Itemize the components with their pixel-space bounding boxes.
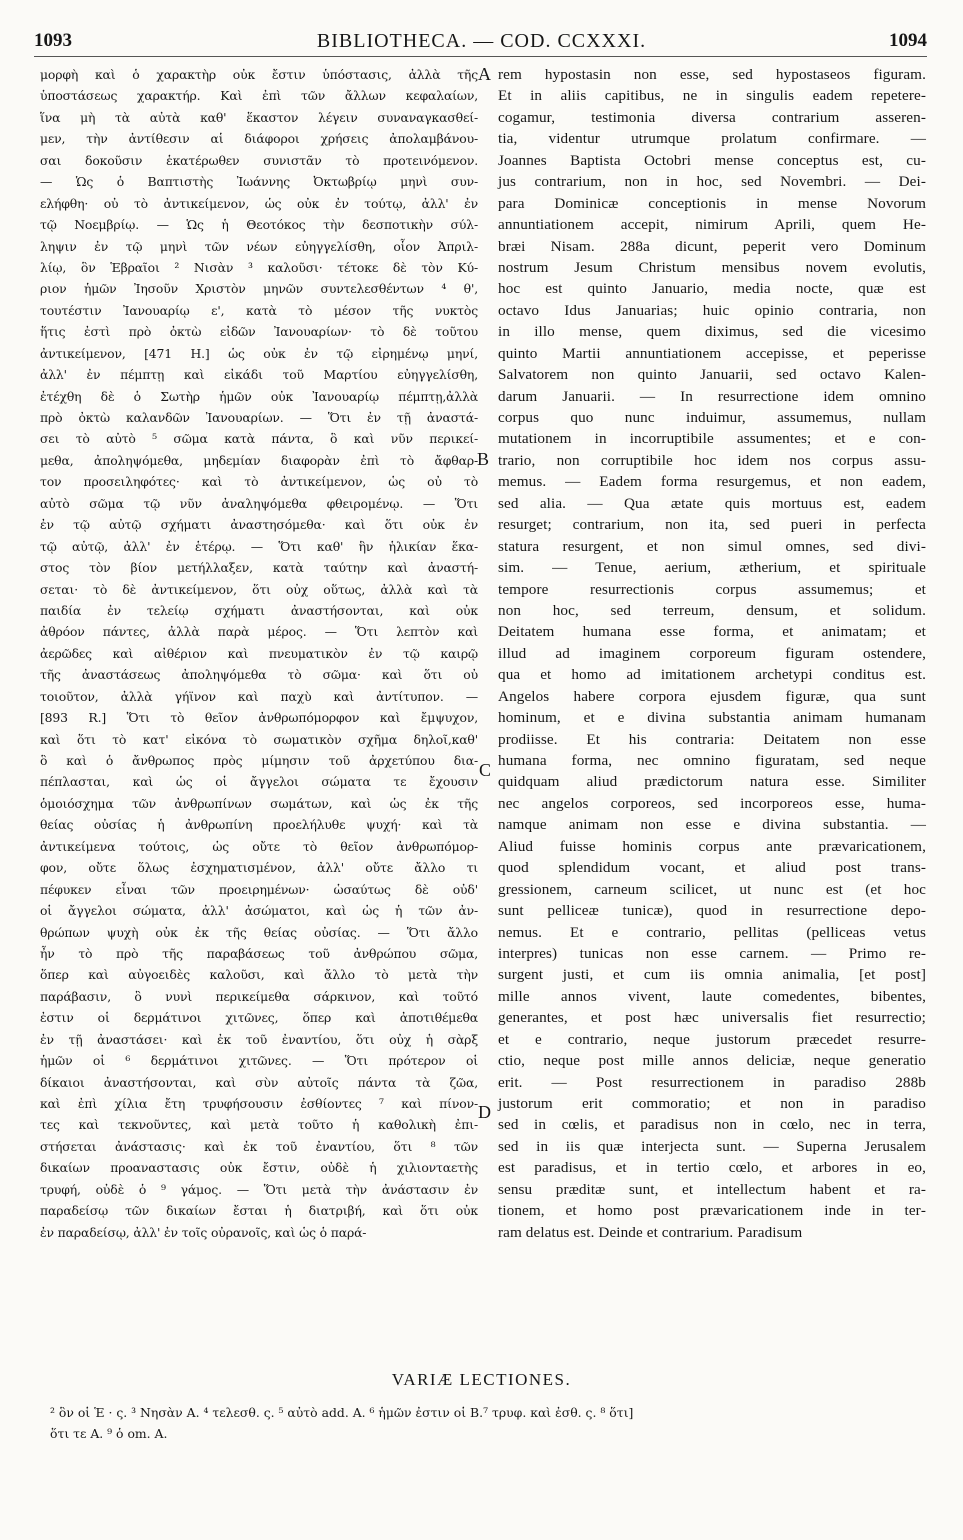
greek-text-line: καὶ ἐπὶ χίλια ἔτη τρυφήσουσιν ἐσθίοντες ⁷ καὶ πίνον‐ — [40, 1096, 478, 1111]
greek-text-line: τες καὶ τεκνοῦντες, καὶ μετὰ τοῦτο ἡ καθολικὴ ἐπι‐ — [40, 1117, 478, 1133]
latin-text-line: quod splendidum vocant, et aliud post trans‐ — [498, 859, 926, 877]
latin-text-line: para Dominicæ conceptionis in mense Novorum — [498, 194, 926, 212]
greek-text-line: ἡμῶν οἱ ⁶ δερμάτινοι χιτῶνες. — Ὅτι πρότερον οἱ — [40, 1053, 478, 1069]
latin-text-line: memus. — Eadem forma resurgemus, et non eadem, — [498, 473, 926, 491]
greek-text-line: ἐστιν οἱ δερμάτινοι χιτῶνες, ὅπερ καὶ ἀποτιθέμεθα — [40, 1010, 478, 1026]
greek-text-line: ἀντικείμενον, [471 H.] ὡς οὐκ ἐν τῷ εἰρημένῳ μηνί, — [40, 345, 478, 361]
greek-text-line: στήσεται ἀνάστασις· καὶ ἐκ τοῦ ἐναντίου, ὅτι ⁸ τῶν — [40, 1138, 478, 1154]
latin-text-line: Salvatorem non quinto Januarii, sed octavo Kalen‐ — [498, 366, 926, 384]
greek-text-line: τῷ Νοεμβρίῳ. — Ὡς ἡ Θεοτόκος τὴν δεσποτικὴν σύλ‐ — [40, 217, 478, 233]
greek-text-line: θείας οὐσίας ἡ ἀνθρωπίνη προελήλυθε ψυχή· καὶ τὰ — [40, 817, 478, 833]
greek-text-line: ἵνα μὴ τὰ αὐτὰ καθ' ἕκαστον λέγειν συναναγκασθεί‐ — [40, 109, 478, 125]
latin-text-line: illud ad imaginem corporeum figuram ostendere, — [498, 644, 926, 662]
margin-letter-c: C — [479, 760, 492, 780]
latin-text-line: sed alia. — Qua ætate quis mortuus est, eadem — [498, 494, 926, 512]
latin-text-line: et e contrario, neque justorum præcedet resurre‐ — [498, 1030, 926, 1048]
latin-text-line: gressionem, carneum scilicet, ut nunc est (et hoc — [498, 880, 926, 898]
greek-text-line: παραδείσῳ τῶν δικαίων ἔσται ἡ διατριβή, καὶ ὅτι οὐκ — [40, 1203, 478, 1219]
latin-text-line: namque animam non esse e divina substantia. — — [498, 816, 926, 834]
latin-text-line: cogamur, testimonia diversa contrarium asseren‐ — [498, 108, 926, 126]
latin-text-line: Aliud fuisse hominis corpus ante prævaricationem, — [498, 837, 926, 855]
latin-text-line: quinto Martii annuntiationem accepisse, et peperisse — [498, 344, 926, 362]
greek-text-line: τουτέστιν Ἰανουαρίῳ ε', κατὰ τὸ μέσον τῆς νυκτὸς — [40, 302, 478, 318]
greek-text-line: πρὸ ὀκτὼ καλανδῶν Ἰανουαρίων. — Ὅτι ἐν τῇ ἀναστά‐ — [40, 410, 478, 425]
latin-text-line: sed in cœlis, et paradisus non in cœlo, nec in terra, — [498, 1116, 926, 1134]
greek-text-line: παράβασιν, ὃ νυνὶ περικείμεθα σάρκινον, καὶ τοῦτό — [40, 988, 478, 1004]
margin-letter-b: B — [477, 449, 490, 469]
greek-text-line: τρυφή, οὐδὲ ὁ ⁹ γάμος. — Ὅτι μετὰ τὴν ἀνάστασιν ἐν — [40, 1181, 478, 1197]
latin-text-line: jus contrarium, non in hoc, sed Novembri. — Dei‐ — [498, 173, 926, 191]
greek-text-line: πέπλασται, καὶ ὡς οἱ ἄγγελοι σώματα τε ἔχουσιν — [40, 774, 478, 790]
latin-text-line: justorum erit commoratio; et non in paradiso — [498, 1095, 926, 1112]
latin-text-line: bræi Nisam. 288a dicunt, peperit vero Dominum — [498, 237, 926, 255]
latin-text-line: darum Januarii. — In resurrectione idem omnino — [498, 387, 926, 405]
latin-text-line: tionem, et homo post prævaricationem inde in ter‐ — [498, 1202, 926, 1220]
latin-text-line: rem hypostasin non esse, sed hypostaseos figuram. — [498, 66, 926, 83]
margin-letter-d: D — [478, 1102, 491, 1122]
latin-text-line: hominum, et e divina substantia animam humanam — [498, 709, 926, 727]
latin-text-line: sensu præditæ sunt, et intellectum habent et ra‐ — [498, 1180, 926, 1198]
latin-text-line: mille annos vivent, laute comedentes, bibentes, — [498, 987, 926, 1005]
greek-text-line: τον προσειληφότες· καὶ τὸ ἀντικείμενον, ὡς οὐ τὸ — [40, 474, 478, 490]
variant-note-line: ² ὃν οἱ Ἑ · ς. ³ Νησὰν A. ⁴ τελεσθ. ς. ⁵ αὐτὸ add. A. ⁶ ἡμῶν ἐστιν οἱ B.⁷ τρυφ. καὶ ἐσθ. ς. ⁸ ὅτι] — [50, 1405, 634, 1420]
latin-text-line: tempore resurrectionis corpus assumemus; et — [498, 580, 926, 598]
page-number-left: 1093 — [34, 30, 72, 51]
greek-text-line: αὐτὸ σῶμα τῷ νῦν ἀναληψόμεθα φθειρομένῳ. — Ὅτι — [40, 495, 478, 511]
greek-text-line: μεν, τὴν ἀντίθεσιν αἱ διάφοροι χρήσεις ἀπολαμβάνου‐ — [40, 131, 478, 147]
greek-text-line: ἀερῶδες καὶ αἰθέριον καὶ πνευματικὸν ἐν τῷ καιρῷ — [40, 645, 478, 661]
greek-text-line: ἥτις ἐστὶ πρὸ ὀκτὼ εἰδῶν Ἰανουαρίων· τὸ δὲ τοῦτου — [40, 324, 478, 340]
greek-text-line: τοιοῦτον, ἀλλὰ γήϊνον καὶ παχὺ καὶ ἀντίτυπον. — — [40, 688, 478, 704]
greek-text-line: ὑποστάσεως χαρακτήρ. Καὶ ἐπὶ τῶν ἄλλων κεφαλαίων, — [40, 88, 478, 104]
latin-text-line: nec angelos corporeos, sed incorporeos esse, huma‐ — [498, 794, 926, 812]
greek-text-line: τῷ αὐτῷ, ἀλλ' ἐν ἑτέρῳ. — Ὅτι καθ' ἣν ἡλικίαν ἕκα‐ — [40, 538, 478, 554]
greek-text-line: ὃ καὶ ὁ ἄνθρωπος πρὸς μίμησιν τοῦ ἀρχετύπου δια‐ — [40, 753, 478, 768]
latin-text-line: Deitatem humana esse forma, et animatam; et — [498, 623, 926, 641]
greek-text-line: παιδία ἐν τελείῳ σχήματι ἀναστήσονται, καὶ οὐκ — [40, 602, 478, 618]
latin-text-line: annuntiationem accepit, nimirum Aprili, quem He‐ — [498, 216, 926, 234]
greek-text-line: ὁμοιόσχημα τῶν ἀνθρωπίνων σωμάτων, καὶ ὡς ἐκ τῆς — [40, 795, 478, 811]
latin-text-line: generantes, et post hæc universalis fiet resurrectio; — [498, 1009, 926, 1027]
latin-text-line: corpus quo nunc induimur, assumemus, nullam — [498, 409, 926, 426]
latin-text-line: sunt pelliceæ tunicæ), quod in resurrectione depo‐ — [498, 902, 926, 920]
variae-lectiones-heading: VARIÆ LECTIONES. — [391, 1370, 572, 1389]
variant-note-line: ὅτι τε A. ⁹ ὁ om. A. — [50, 1426, 168, 1441]
greek-text-line: ἀντικείμενα τούτοις, ὡς οὔτε τὸ θεῖον ἀνθρωπόμορ‐ — [40, 838, 478, 854]
greek-text-line: τῆς ἀναστάσεως ἀποληψόμεθα τὸ σῶμα· καὶ ὅτι οὐ — [40, 667, 478, 683]
greek-text-line: ἐν τῷ αὐτῷ σχήματι ἀναστησόμεθα· καὶ ὅτι οὐκ ἐν — [40, 517, 478, 533]
header-rule — [34, 56, 927, 57]
latin-text-line: nostrum Jesum Christum mensibus novem evolutis, — [498, 258, 926, 276]
greek-text-line: ριον ἡμῶν Ἰησοῦν Χριστὸν μηνῶν συντελεσθέντων ⁴ θ', — [40, 281, 478, 297]
latin-text-line: trario, non corruptibile hoc idem nos corpus assu‐ — [498, 451, 926, 469]
greek-text-line: στος τὸν βίον μετήλλαξεν, κατὰ ταύτην καὶ ἀναστή‐ — [40, 560, 478, 576]
greek-text-line: [893 R.] Ὅτι τὸ θεῖον ἀνθρωπόμορφον καὶ ἔμψυχον, — [40, 710, 478, 726]
greek-text-line: ἀθρόον πάντες, ἀλλὰ παρὰ μέρος. — Ὅτι λεπτὸν καὶ — [40, 624, 478, 640]
latin-text-line: Et in aliis capitibus, ne in singulis eadem repetere‐ — [498, 87, 926, 105]
latin-text-line: ram delatus est. Deinde et contrarium. Paradisum — [498, 1223, 803, 1241]
latin-text-line: resurget; contrarium, non ita, sed pueri in perfecta — [498, 516, 926, 534]
greek-column — [40, 64, 478, 1243]
greek-text-line: οἱ ἄγγελοι σώματα, ἀλλ' ἀσώματοι, καὶ ὡς ἡ τῶν ἀν‐ — [40, 903, 478, 919]
latin-text-line: prodiisse. Et his contraria: Deitatem non esse — [498, 730, 926, 748]
latin-text-line: sim. — Tenue, aerium, ætherium, et spirituale — [498, 559, 926, 577]
latin-text-line: surgent justi, et cum iis omnia animalia, [et post] — [498, 966, 926, 984]
greek-text-line: δίκαιοι ἀναστήσονται, καὶ σὺν αὐτοῖς πάντα τὰ ζῶα, — [40, 1074, 478, 1090]
latin-text-line: statura resurgent, et non simul omnes, sed divi‐ — [498, 537, 926, 555]
latin-text-line: humana forma, nec omnino figuratam, sed neque — [498, 752, 926, 769]
latin-text-line: tia, videntur utrumque prolatum confirmare. — — [498, 130, 926, 148]
greek-text-line: καὶ ὅτι τὸ κατ' εἰκόνα τὸ σωματικὸν σχῆμα δηλοῖ,καθ' — [40, 731, 478, 747]
greek-text-line: μεθα, ἀποληψόμεθα, μηδεμίαν διαφορὰν ἐπὶ τὸ ἄφθαρ‐ — [40, 452, 478, 468]
latin-text-line: Angelos habere corpora ejusdem figuræ, qua sunt — [498, 687, 926, 705]
latin-text-line: sed in iis quæ interjecta sunt. — Superna Jerusalem — [498, 1137, 926, 1155]
latin-text-line: interpres) tunicas non esse carnem. — Primo re‐ — [498, 944, 926, 962]
greek-text-line: μορφὴ καὶ ὁ χαρακτὴρ οὐκ ἔστιν ὑπόστασις, ἀλλὰ τῆς — [40, 67, 478, 82]
latin-text-line: erit. — Post resurrectionem in paradiso 288b — [498, 1073, 926, 1091]
greek-text-line: ἐτέχθη δὲ ὁ Σωτὴρ ἡμῶν οὐκ Ἰανουαρίῳ πέμπτῃ,ἀλλὰ — [40, 388, 478, 404]
greek-text-line: ἐν τῇ ἀναστάσει· καὶ ἐκ τοῦ ἐναντίου, ὅτι οὐχ ἡ σὰρξ — [40, 1031, 478, 1047]
latin-text-line: quidquam aliud prædictorum natura esse. Similiter — [498, 773, 926, 791]
greek-text-line: θρώπων ψυχὴ οὐκ ἐκ τῆς θείας οὐσίας. — Ὅτι ἄλλο — [40, 924, 478, 940]
greek-text-line: σαι δοκοῦσιν ἑκατέρωθεν συνιστᾶν τὸ προτεινόμενον. — [40, 152, 478, 168]
greek-text-line: σεται· τὸ δὲ ἀντικείμενον, ὅτι οὐχ οὕτως, ἀλλὰ καὶ τὰ — [40, 581, 478, 597]
latin-text-line: Joannes Baptista Octobri mense conceptus est, cu‐ — [498, 151, 926, 169]
greek-text-line: λίῳ, ὃν Ἑβραῖοι ² Νισὰν ³ καλοῦσι· τέτοκε δὲ τὸν Κύ‐ — [40, 259, 478, 275]
page-header — [0, 0, 963, 52]
variae-lectiones-notes — [50, 1402, 930, 1444]
greek-text-line: πέφυκεν εἶναι τῶν προειρημένων· ὡσαύτως δὲ οὐδ' — [40, 881, 478, 897]
greek-text-line: σει τὸ αὐτὸ ⁵ σῶμα κατὰ πάντα, ὃ καὶ νῦν περικεί‐ — [40, 431, 478, 447]
greek-text-line: φον, οὔτε ὅλως ἐσχηματισμένον, ἀλλ' οὔτε ἄλλο τι — [40, 860, 478, 876]
greek-text-line: ἦν τὸ πρὸ τῆς παραβάσεως τοῦ ἀνθρώπου σῶμα, — [40, 945, 478, 961]
latin-text-line: hoc est quinto Januario, media nocte, quæ est — [498, 280, 926, 298]
margin-letter-a: A — [478, 64, 491, 84]
greek-text-line: δικαίων προαναστασις οὐκ ἔστιν, οὐδὲ ἡ χιλιονταετὴς — [40, 1160, 478, 1176]
latin-text-line: mutationem in incorruptibile assumentes; et e con‐ — [498, 430, 926, 448]
page-number-right: 1094 — [889, 30, 927, 51]
latin-text-line: in illo mense, quem diximus, sed die vicesimo — [498, 323, 926, 341]
greek-text-line: ὅπερ καὶ αὐγοειδὲς καλοῦσι, καὶ ἄλλο τὸ μετὰ τὴν — [40, 967, 478, 983]
greek-text-line: ελήφθη· οὐ τὸ ἀντικείμενον, ὡς οὐκ ἐν τούτῳ, ἀλλ' ἐν — [40, 195, 478, 211]
latin-text-line: octavo Idus Januarias; huic opinio contraria, non — [498, 301, 926, 319]
greek-text-line: — Ὡς ὁ Βαπτιστὴς Ἰωάννης Ὀκτωβρίῳ μηνὶ συν‐ — [40, 174, 478, 190]
latin-text-line: qua et homo ad imitationem archetypi conditus est. — [498, 666, 926, 684]
greek-text-line: ληψιν ἐν τῷ μηνὶ τῶν νέων εὐηγγελίσθη, οἷον Ἀπριλ‐ — [40, 238, 478, 254]
latin-text-line: est paradisus, et in tertio cœlo, et arbores in eo, — [498, 1159, 926, 1177]
greek-text-line: ἐν παραδείσῳ, ἀλλ' ἐν τοῖς οὐρανοῖς, καὶ ὡς ὁ παρά‐ — [40, 1224, 367, 1240]
running-title: BIBLIOTHECA. — COD. CCXXXI. — [316, 30, 647, 52]
latin-text-line: nemus. Et e contrario, pellitas (pelliceas vetus — [498, 923, 926, 941]
greek-text-line: ἀλλ' ἐν πέμπτῃ καὶ εἰκάδι τοῦ Μαρτίου εὐηγγελίσθη, — [40, 367, 478, 383]
latin-text-line: ctio, neque post mille annos deliciæ, neque generatio — [498, 1052, 926, 1070]
latin-text-line: non hoc, sed terreum, densum, et solidum. — [498, 601, 926, 619]
latin-column — [498, 64, 926, 1243]
